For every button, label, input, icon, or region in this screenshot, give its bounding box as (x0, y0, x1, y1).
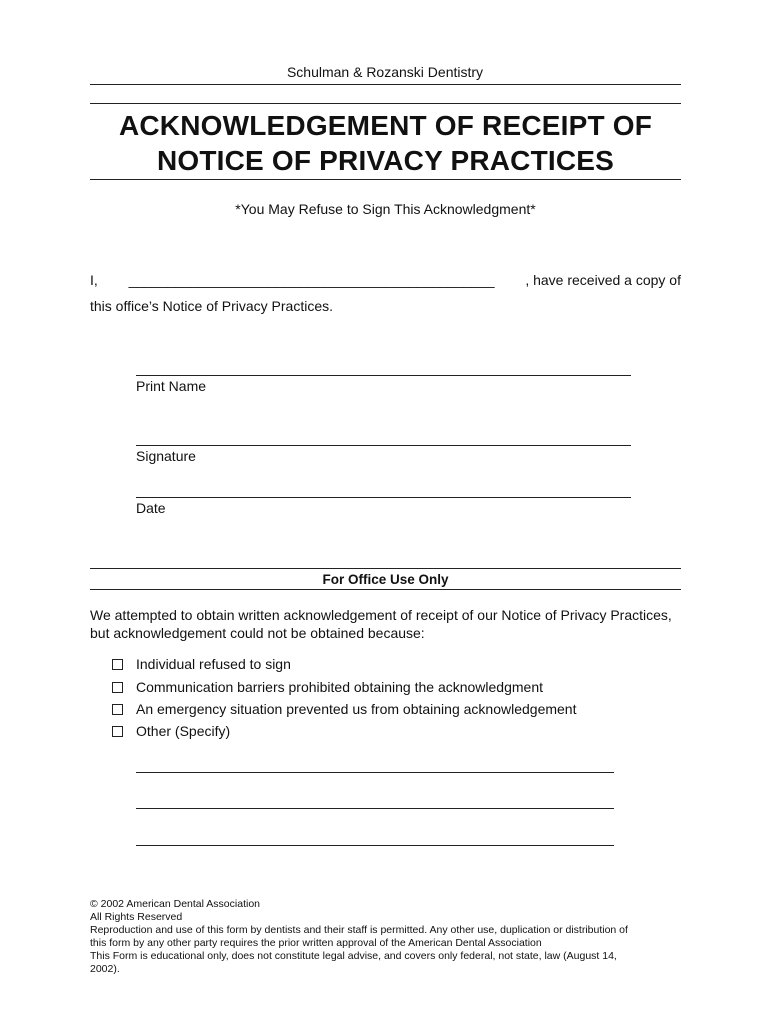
reason-option-emergency[interactable] (112, 701, 576, 717)
office-use-intro (90, 606, 681, 642)
date-label: Date (136, 500, 166, 516)
signature-label: Signature (136, 448, 196, 464)
signature-line[interactable] (136, 445, 631, 446)
patient-name-blank[interactable]: _______________________________________________ (128, 272, 495, 288)
reason-label: Other (Specify) (136, 723, 231, 739)
specify-line[interactable] (136, 808, 614, 809)
practice-name: Schulman & Rozanski Dentistry (286, 64, 484, 80)
statement-suffix: , have received a copy of (525, 272, 681, 288)
statement-prefix: I, (90, 272, 98, 288)
reason-label: Communication barriers prohibited obtaining the acknowledgment (136, 679, 544, 695)
office-top-rule (90, 568, 681, 569)
title-bottom-rule (90, 179, 681, 180)
specify-line[interactable] (136, 845, 614, 846)
date-line[interactable] (136, 497, 631, 498)
footer-line: All Rights Reserved (90, 911, 183, 923)
checkbox[interactable] (112, 726, 123, 737)
reason-option-refused[interactable] (112, 656, 291, 672)
footer-line: This Form is educational only, does not constitute legal advise, and covers only federal, not state, law (August 14, (90, 950, 617, 962)
specify-line[interactable] (136, 772, 614, 773)
footer-line: 2002). (90, 963, 120, 975)
header-rule (90, 84, 681, 85)
footer-line: © 2002 American Dental Association (90, 898, 260, 910)
refuse-note: *You May Refuse to Sign This Acknowledgment* (235, 201, 536, 217)
reason-label: An emergency situation prevented us from obtaining acknowledgement (136, 701, 577, 717)
checkbox[interactable] (112, 659, 123, 670)
office-intro-line1: We attempted to obtain written acknowledgement of receipt of our Notice of Privacy Practices, (90, 607, 672, 623)
reason-label: Individual refused to sign (136, 656, 291, 672)
office-use-heading: For Office Use Only (322, 572, 449, 587)
checkbox[interactable] (112, 704, 123, 715)
reason-option-communication[interactable] (112, 679, 543, 695)
statement-line2: this office’s Notice of Privacy Practices. (90, 298, 334, 314)
form-title (90, 108, 681, 178)
title-top-rule (90, 103, 681, 104)
form-title-line1: ACKNOWLEDGEMENT OF RECEIPT OF (118, 110, 653, 141)
office-intro-line2: but acknowledgement could not be obtained because: (90, 625, 425, 641)
print-name-line[interactable] (136, 375, 631, 376)
checkbox[interactable] (112, 682, 123, 693)
reason-option-other[interactable] (112, 723, 230, 739)
copyright-footer (90, 898, 690, 976)
footer-line: Reproduction and use of this form by dentists and their staff is permitted. Any other use, duplication or distribution of (90, 924, 628, 936)
print-name-label: Print Name (136, 378, 207, 394)
form-title-line2: NOTICE OF PRIVACY PRACTICES (156, 145, 615, 176)
acknowledgement-statement (90, 272, 681, 288)
office-bottom-rule (90, 589, 681, 590)
footer-line: this form by any other party requires the prior written approval of the American Dental Association (90, 937, 542, 949)
